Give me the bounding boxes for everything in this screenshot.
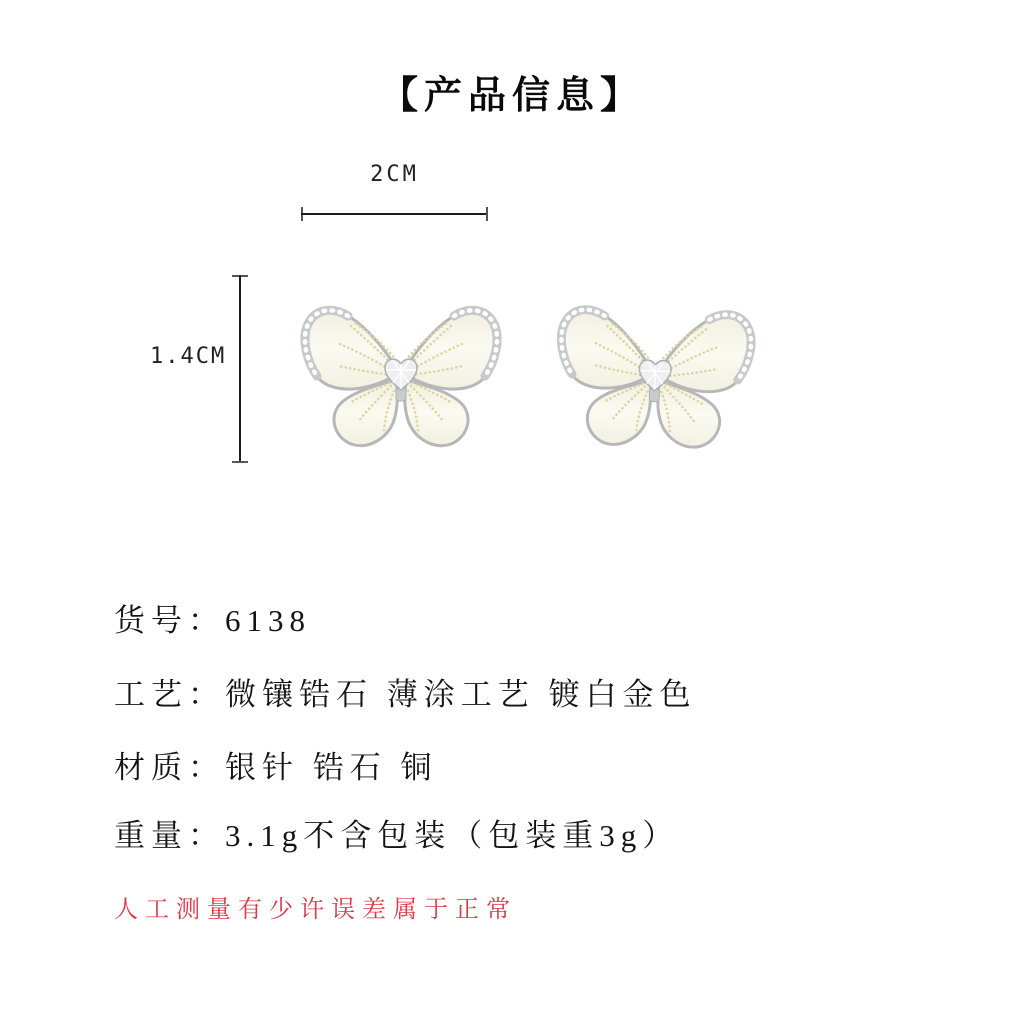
spec-row-material bbox=[114, 742, 438, 787]
height-measure-rule bbox=[239, 275, 241, 463]
spec-label: 工艺： bbox=[114, 677, 225, 712]
page-title: 【产品信息】 bbox=[379, 75, 645, 117]
spec-label: 材质： bbox=[114, 750, 225, 785]
butterfly-earring-left-image bbox=[291, 296, 511, 454]
spec-label: 货号： bbox=[114, 603, 225, 638]
spec-value: 6138 bbox=[225, 603, 311, 638]
width-measure-tick-right bbox=[486, 207, 488, 221]
butterfly-earring-right-image bbox=[546, 298, 764, 454]
height-measure-tick-bottom bbox=[232, 461, 248, 463]
height-measure bbox=[232, 275, 248, 463]
spec-row-weight bbox=[114, 810, 679, 855]
spec-row-item-number bbox=[114, 595, 311, 640]
width-measure bbox=[301, 162, 488, 221]
spec-label: 重量： bbox=[114, 818, 225, 853]
height-measure-label: 1.4CM bbox=[150, 344, 227, 369]
width-measure-label: 2CM bbox=[370, 162, 419, 187]
measurement-disclaimer: 人工测量有少许误差属于正常 bbox=[114, 897, 517, 923]
width-measure-rule bbox=[301, 213, 488, 215]
spec-value: 银针 锆石 铜 bbox=[225, 750, 438, 785]
spec-row-craft bbox=[114, 669, 697, 714]
width-measure-line bbox=[301, 207, 488, 221]
spec-value: 微镶锆石 薄涂工艺 镀白金色 bbox=[225, 677, 697, 712]
spec-value: 3.1g不含包装（包装重3g） bbox=[225, 818, 680, 853]
